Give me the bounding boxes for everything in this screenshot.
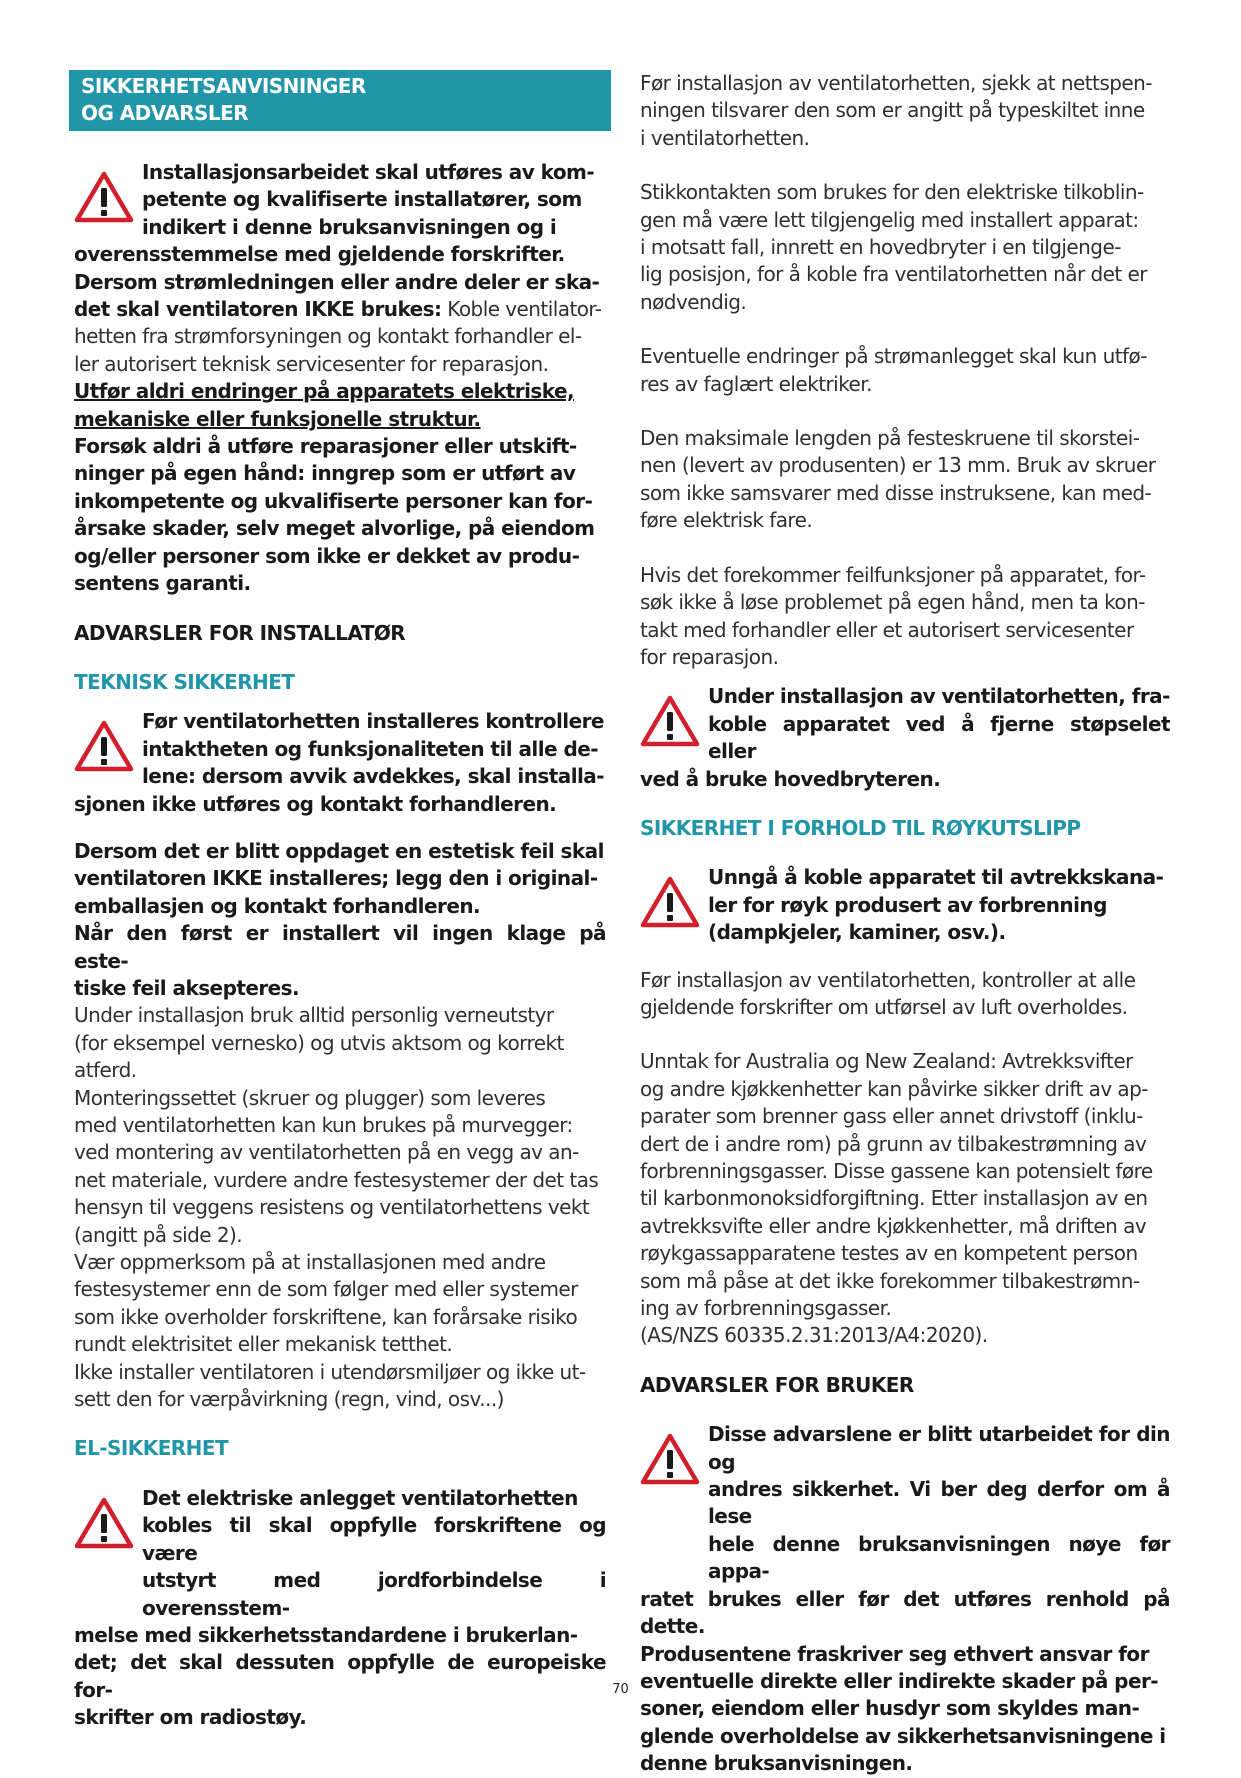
body-text: Før installasjon av ventilatorhetten, kontroller at alle: [640, 967, 1136, 992]
body-text: Forsøk aldri å utføre reparasjoner eller utskift-: [74, 434, 577, 459]
body-text: hensyn til veggens resistens og ventilatorhettens vekt: [74, 1195, 590, 1220]
warning-text: intaktheten og funksjonaliteten til alle de-: [142, 736, 598, 761]
body-text: (for eksempel vernesko) og utvis aktsom og korrekt: [74, 1030, 564, 1055]
body-text: som ikke overholder forskriftene, kan forårsake risiko: [74, 1304, 578, 1329]
body-text: ventilatoren IKKE installeres; legg den i original-: [74, 866, 598, 891]
header-line-1: SIKKERHETSANVISNINGER: [81, 74, 366, 98]
body-text: [74, 296, 606, 323]
left-column: [74, 70, 606, 1732]
body-text: takt med forhandler eller et autorisert servicesenter: [640, 617, 1134, 642]
body-text: for reparasjon.: [640, 644, 779, 669]
warning-text: (dampkjeler, kaminer, osv.).: [708, 920, 1006, 945]
body-text: Under installasjon bruk alltid personlig verneutstyr: [74, 1003, 554, 1028]
underlined-warning: mekaniske eller funksjonelle struktur.: [74, 406, 481, 431]
warning-text: hele denne bruksanvisningen nøye før appa-: [708, 1531, 1170, 1584]
standard-reference: (AS/NZS 60335.2.31:2013/A4:2020).: [640, 1323, 988, 1348]
body-text: med ventilatorhetten kan kun brukes på murvegger:: [74, 1113, 573, 1137]
warning-text: overensstemmelse med gjeldende forskrifter.: [74, 242, 565, 267]
warning-text: indikert i denne bruksanvisningen og i: [142, 214, 557, 239]
warning-block-installation: [74, 159, 606, 269]
warning-text: denne bruksanvisningen.: [640, 1751, 913, 1776]
heading-smoke-safety: SIKKERHET I FORHOLD TIL RØYKUTSLIPP: [640, 815, 1081, 840]
heading-installer-warnings: ADVARSLER FOR INSTALLATØR: [74, 620, 406, 645]
warning-text: petente og kvalifiserte installatører, som: [142, 187, 582, 212]
warning-text: sjonen ikke utføres og kontakt forhandleren.: [74, 791, 557, 816]
body-text: emballasjen og kontakt forhandleren.: [74, 893, 481, 918]
body-text: til karbonmonoksidforgiftning. Etter installasjon av en: [640, 1186, 1148, 1211]
body-text: avtrekksvifte eller andre kjøkkenhetter, må driften av: [640, 1213, 1147, 1238]
body-text: Dersom strømledningen eller andre deler er ska-: [74, 269, 600, 294]
body-text: nødvendig.: [640, 289, 747, 314]
warning-triangle-icon: [74, 720, 134, 772]
warning-text: Før ventilatorhetten installeres kontrollere: [142, 709, 604, 734]
body-text: sett den for værpåvirkning (regn, vind, osv...): [74, 1387, 504, 1412]
warning-text: Under installasjon av ventilatorhetten, fra-: [708, 684, 1170, 709]
warning-text: eventuelle direkte eller indirekte skader på per-: [640, 1668, 1159, 1693]
body-text: festesystemer enn de som følger med eller systemer: [74, 1277, 578, 1302]
body-text: Monteringssettet (skruer og plugger) som leveres: [74, 1085, 546, 1110]
body-text: sentens garanti.: [74, 571, 251, 596]
body-text: (angitt på side 2).: [74, 1222, 243, 1247]
warning-text: skrifter om radiostøy.: [74, 1705, 307, 1730]
warning-text: Unngå å koble apparatet til avtrekkskana-: [708, 865, 1164, 890]
heading-electrical-safety: EL-SIKKERHET: [74, 1436, 229, 1461]
warning-block-smoke-ducts: [640, 864, 1170, 946]
body-text: Hvis det forekommer feilfunksjoner på apparatet, for-: [640, 562, 1146, 587]
body-text: Den maksimale lengden på festeskruene til skorstei-: [640, 426, 1140, 451]
warning-triangle-icon: [640, 695, 700, 747]
body-text: Før installasjon av ventilatorhetten, sjekk at nettspen-: [640, 71, 1152, 95]
warning-text: ler for røyk produsert av forbrenning: [708, 892, 1107, 917]
body-text: ing av forbrenningsgasser.: [640, 1296, 892, 1321]
right-column: [640, 70, 1170, 1778]
body-text: nen (levert av produsenten) er 13 mm. Bruk av skruer: [640, 453, 1156, 478]
warning-text: Disse advarslene er blitt utarbeidet for din og: [708, 1422, 1170, 1474]
warning-triangle-icon: [74, 171, 134, 223]
body-text: og andre kjøkkenhetter kan påvirke sikker drift av ap-: [640, 1076, 1148, 1101]
warning-text: glende overholdelse av sikkerhetsanvisningene i: [640, 1723, 1166, 1748]
header-line-2: OG ADVARSLER: [81, 101, 249, 125]
body-text: Når den først er installert vil ingen klage på este-: [74, 921, 606, 973]
heading-technical-safety: TEKNISK SIKKERHET: [74, 669, 295, 694]
body-text: Stikkontakten som brukes for den elektriske tilkoblin-: [640, 180, 1144, 205]
body-text: ler autorisert teknisk servicesenter for reparasjon.: [74, 351, 549, 376]
body-text: røykgassapparatene testes av en kompetent person: [640, 1241, 1138, 1266]
warning-block-inspection: [74, 708, 606, 818]
warning-text: soner, eiendom eller husdyr som skyldes man-: [640, 1696, 1140, 1721]
body-text: Ikke installer ventilatoren i utendørsmiljøer og ikke ut-: [74, 1359, 586, 1384]
page-number: 70: [612, 1682, 629, 1697]
warning-text: ved å bruke hovedbryteren.: [640, 766, 941, 791]
warning-text: det; det skal dessuten oppfylle de europeiske for-: [74, 1650, 606, 1702]
underlined-warning: Utfør aldri endringer på apparatets elektriske,: [74, 379, 575, 404]
body-text: parater som brenner gass eller annet drivstoff (inklu-: [640, 1104, 1143, 1129]
body-text: og/eller personer som ikke er dekket av produ-: [74, 543, 580, 568]
body-text: ninger på egen hånd: inngrep som er utført av: [74, 461, 576, 486]
body-text: som ikke samsvarer med disse instruksene, kan med-: [640, 480, 1152, 505]
body-text: net materiale, vurdere andre festesystemer der det tas: [74, 1167, 599, 1192]
body-text: hetten fra strømforsyningen og kontakt forhandler el-: [74, 324, 582, 349]
warning-text: andres sikkerhet. Vi ber deg derfor om å lese: [708, 1477, 1170, 1529]
warning-block-user: [640, 1421, 1170, 1777]
body-text: tiske feil aksepteres.: [74, 975, 300, 1000]
body-text: atferd.: [74, 1058, 137, 1083]
section-header-box: [69, 70, 611, 131]
heading-user-warnings: ADVARSLER FOR BRUKER: [640, 1372, 914, 1397]
body-text: ved montering av ventilatorhetten på en vegg av an-: [74, 1140, 579, 1165]
warning-text: koble apparatet ved å fjerne støpselet eller: [708, 711, 1170, 764]
warning-text: Installasjonsarbeidet skal utføres av kom-: [142, 160, 595, 184]
body-text: årsake skader, selv meget alvorlige, på eiendom: [74, 516, 595, 541]
warning-text: ratet brukes eller før det utføres renhold på dette.: [640, 1586, 1170, 1639]
warning-text: Produsentene fraskriver seg ethvert ansvar for: [640, 1641, 1149, 1666]
body-text: Eventuelle endringer på strømanlegget skal kun utfø-: [640, 344, 1147, 369]
body-text: gen må være lett tilgjengelig med installert apparat:: [640, 207, 1139, 232]
body-text: i motsatt fall, innrett en hovedbryter i en tilgjenge-: [640, 235, 1121, 260]
body-text: føre elektrisk fare.: [640, 508, 813, 533]
body-text: lig posisjon, for å koble fra ventilatorhetten når det er: [640, 262, 1147, 287]
warning-triangle-icon: [74, 1497, 134, 1549]
body-text-light: Koble ventilator-: [441, 297, 602, 322]
warning-text: Det elektriske anlegget ventilatorhetten: [142, 1485, 578, 1510]
body-text: ningen tilsvarer den som er angitt på typeskiltet inne: [640, 98, 1145, 123]
warning-text: lene: dersom avvik avdekkes, skal installa-: [142, 764, 605, 789]
warning-text: melse med sikkerhetsstandardene i brukerlan-: [74, 1622, 578, 1647]
body-text: res av faglært elektriker.: [640, 371, 872, 396]
body-text-bold: det skal ventilatoren IKKE brukes:: [74, 297, 442, 322]
warning-text: kobles til skal oppfylle forskriftene og være: [142, 1513, 606, 1565]
body-text: inkompetente og ukvalifiserte personer kan for-: [74, 488, 593, 513]
body-text: Vær oppmerksom på at installasjonen med andre: [74, 1250, 546, 1275]
body-text: Dersom det er blitt oppdaget en estetisk feil skal: [74, 838, 604, 863]
body-text: Unntak for Australia og New Zealand: Avtrekksvifter: [640, 1049, 1133, 1074]
body-text: som må påse at det ikke forekommer tilbakestrømn-: [640, 1268, 1140, 1293]
body-text: søk ikke å løse problemet på egen hånd, men ta kon-: [640, 590, 1145, 615]
warning-block-disconnect: [640, 683, 1170, 793]
body-text: forbrenningsgasser. Disse gassene kan potensielt føre: [640, 1159, 1153, 1183]
body-text: gjeldende forskrifter om utførsel av luft overholdes.: [640, 994, 1128, 1019]
warning-triangle-icon: [640, 1433, 700, 1485]
warning-triangle-icon: [640, 876, 700, 928]
body-text: dert de i andre rom) på grunn av tilbakestrømning av: [640, 1131, 1147, 1156]
body-text: rundt elektrisitet eller mekanisk tetthet.: [74, 1332, 453, 1357]
warning-text: utstyrt med jordforbindelse i overensstem-: [142, 1568, 606, 1620]
body-text: i ventilatorhetten.: [640, 125, 810, 150]
